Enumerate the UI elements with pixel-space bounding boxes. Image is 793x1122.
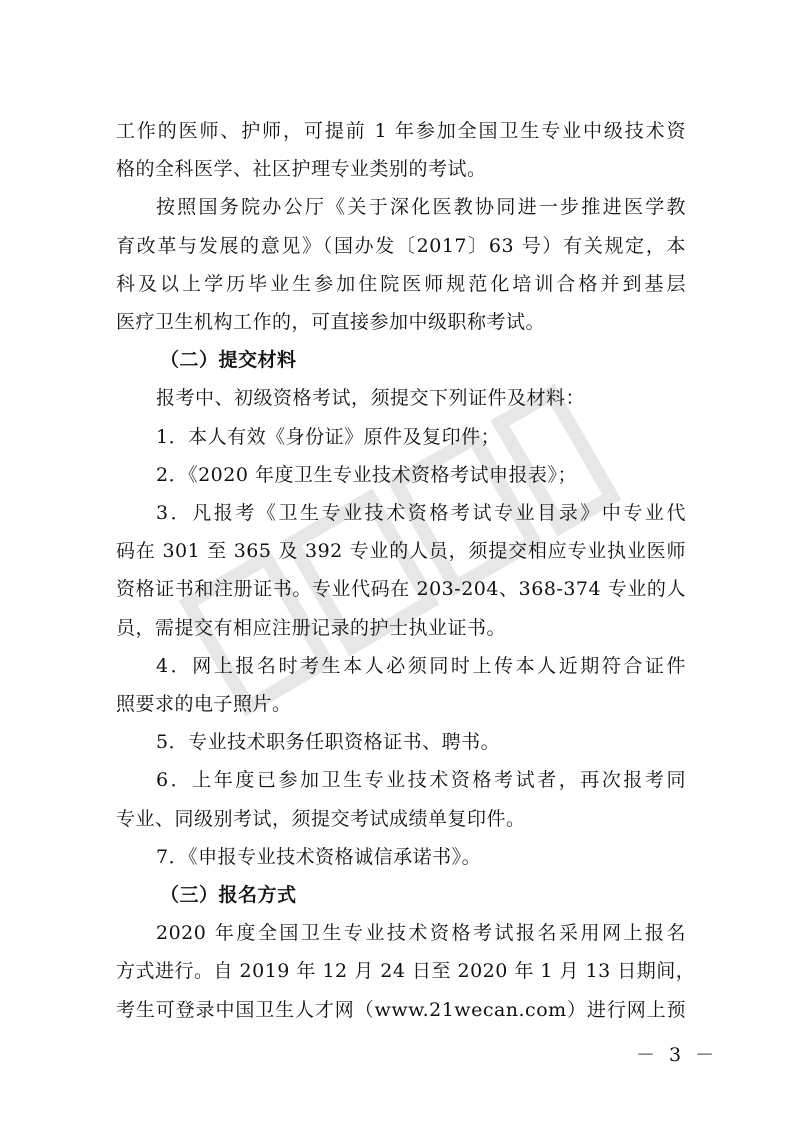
text-line: 3．凡报考《卫生专业技术资格考试专业目录》中专业代 [156,502,686,524]
text-line: 码在 301 至 365 及 392 专业的人员，须提交相应专业执业医师 [116,540,686,563]
text-line: 专业、同级别考试，须提交考试成绩单复印件。 [116,807,526,830]
text-line: 照要求的电子照片。 [116,693,292,715]
text-line: 6．上年度已参加卫生专业技术资格考试者，再次报考同 [156,769,686,792]
text-line: 4．网上报名时考生本人必须同时上传本人近期符合证件 [156,654,686,677]
section-heading: （二）提交材料 [160,349,297,372]
text-line: 按照国务院办公厅《关于深化医教协同进一步推进医学教 [156,196,686,219]
text-line: 报考中、初级资格考试，须提交下列证件及材料： [156,387,586,410]
text-line: 资格证书和注册证书。专业代码在 203-204、368-374 专业的人 [116,578,686,601]
text-line: 5．专业技术职务任职资格证书、聘书。 [156,731,501,754]
text-line: 2020 年度全国卫生专业技术资格考试报名采用网上报名 [156,922,686,945]
text-line: 医疗卫生机构工作的，可直接参加中级职称考试。 [116,311,546,333]
text-line: 员，需提交有相应注册记录的护士执业证书。 [116,616,507,639]
section-heading: （三）报名方式 [160,884,297,906]
text-line: 2．《2020 年度卫生专业技术资格考试申报表》； [156,463,577,486]
text-line: 1．本人有效《身份证》原件及复印件； [156,425,501,448]
text-line: 考生可登录中国卫生人才网（www.21wecan.com）进行网上预 [116,998,686,1021]
text-line: 格的全科医学、社区护理专业类别的考试。 [116,158,487,181]
text-line: 育改革与发展的意见》（国办发〔2017〕63 号）有关规定，本 [116,234,686,257]
text-line: 科及以上学历毕业生参加住院医师规范化培训合格并到基层 [116,272,686,295]
text-line: 工作的医师、护师，可提前 1 年参加全国卫生专业中级技术资 [116,120,686,142]
text-line: 7．《申报专业技术资格诚信承诺书》。 [156,845,482,868]
text-line: 方式进行。自 2019 年 12 月 24 日至 2020 年 1 月 13 日期间， [116,960,696,983]
page-number: － 3 － [636,1044,719,1066]
